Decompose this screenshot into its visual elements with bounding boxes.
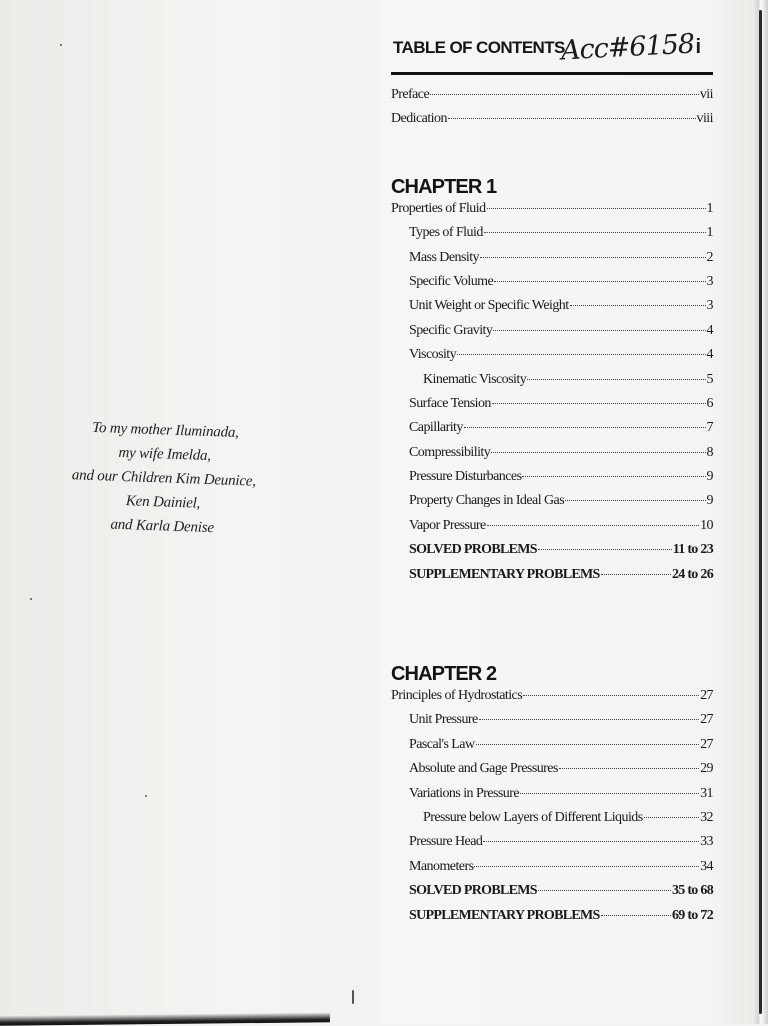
leader-dots xyxy=(565,500,705,501)
table-of-contents xyxy=(391,28,713,932)
leader-dots xyxy=(494,281,705,282)
toc-entry xyxy=(391,372,713,396)
leader-dots xyxy=(601,915,671,916)
toc-entry xyxy=(391,201,713,225)
entry-label: SUPPLEMENTARY PROBLEMS xyxy=(409,566,600,582)
entry-page: 34 xyxy=(700,858,713,874)
dedication xyxy=(62,415,266,542)
toc-entry xyxy=(391,567,713,591)
entry-label: Types of Fluid xyxy=(409,225,483,241)
toc-entry xyxy=(391,469,713,493)
toc-entry xyxy=(391,225,713,249)
entry-label: Properties of Fluid xyxy=(391,200,486,216)
toc-entry xyxy=(391,883,713,907)
leader-dots xyxy=(474,866,699,867)
dedication-line: To my mother Iluminada, xyxy=(92,419,240,442)
chapter-1-entries xyxy=(391,201,713,591)
entry-page: 27 xyxy=(700,688,713,704)
toc-entry xyxy=(391,347,713,371)
leader-dots xyxy=(430,94,699,95)
entry-label: Specific Volume xyxy=(409,273,494,289)
page-number: i xyxy=(695,36,701,58)
entry-label: Unit Pressure xyxy=(409,712,478,728)
entry-label: Pressure below Layers of Different Liquids xyxy=(423,809,643,825)
leader-dots xyxy=(644,817,699,818)
entry-page: 4 xyxy=(706,322,713,338)
leader-dots xyxy=(464,427,706,428)
entry-page: 8 xyxy=(706,444,713,460)
leader-dots xyxy=(570,305,706,306)
toc-entry xyxy=(391,737,713,761)
entry-label: Pressure Disturbances xyxy=(409,469,522,485)
entry-page: 27 xyxy=(700,712,713,728)
entry-page: 6 xyxy=(706,395,713,411)
entry-label: Preface xyxy=(391,87,430,102)
leader-dots xyxy=(538,890,671,891)
entry-page: 11 to 23 xyxy=(672,542,713,558)
entry-label: Compressibility xyxy=(409,444,491,460)
entry-label: Dedication xyxy=(391,111,447,127)
leader-dots xyxy=(476,744,700,745)
toc-entry xyxy=(391,834,713,858)
entry-label: Pressure Head xyxy=(409,834,483,850)
entry-page: 27 xyxy=(700,736,713,752)
chapter-2-entries xyxy=(391,688,713,932)
toc-entry-dedication xyxy=(391,111,713,135)
leader-dots xyxy=(487,208,706,209)
toc-entry xyxy=(391,688,713,712)
entry-label: Pascal's Law xyxy=(409,736,475,752)
entry-page: 1 xyxy=(706,225,713,241)
leader-dots xyxy=(538,549,672,550)
leader-dots xyxy=(522,476,705,477)
leader-dots xyxy=(448,118,696,119)
leader-dots xyxy=(601,574,671,575)
entry-page: 4 xyxy=(706,347,713,363)
toc-entry xyxy=(391,445,713,469)
leader-dots xyxy=(523,695,699,696)
paper-speck xyxy=(30,598,32,600)
toc-entry xyxy=(391,786,713,810)
entry-page: 35 to 68 xyxy=(671,883,713,899)
toc-entry xyxy=(391,274,713,298)
entry-label: Specific Gravity xyxy=(409,322,493,338)
leader-dots xyxy=(480,257,706,258)
entry-label: Kinematic Viscosity xyxy=(423,371,527,387)
dedication-line: and Karla Denise xyxy=(110,516,215,537)
toc-entry-preface xyxy=(391,87,713,111)
entry-label: Surface Tension xyxy=(409,395,491,411)
entry-page: 5 xyxy=(706,371,713,387)
leader-dots xyxy=(487,525,699,526)
entry-page: 7 xyxy=(706,420,713,436)
dedication-line: and our Children Kim Deunice, xyxy=(71,467,257,490)
toc-header xyxy=(391,28,713,75)
entry-label: SUPPLEMENTARY PROBLEMS xyxy=(409,907,600,923)
leader-dots xyxy=(483,841,699,842)
toc-entry xyxy=(391,810,713,834)
dedication-line: my wife Imelda, xyxy=(118,444,212,465)
leader-dots xyxy=(559,768,699,769)
dedication-line: Ken Dainiel, xyxy=(125,493,201,512)
toc-entry xyxy=(391,859,713,883)
entry-page: viii xyxy=(696,111,713,127)
chapter-1-title: CHAPTER 1 xyxy=(391,175,497,198)
entry-page: 3 xyxy=(706,298,713,314)
toc-entry xyxy=(391,250,713,274)
entry-page: 10 xyxy=(700,517,713,533)
entry-label: Viscosity xyxy=(409,347,457,363)
entry-label: Absolute and Gage Pressures xyxy=(409,761,558,777)
entry-label: SOLVED PROBLEMS xyxy=(409,883,537,899)
toc-entry xyxy=(391,761,713,785)
entry-page: 3 xyxy=(706,273,713,289)
toc-title: TABLE OF CONTENTS xyxy=(393,38,565,57)
toc-entry xyxy=(391,396,713,420)
front-matter xyxy=(391,87,713,136)
entry-label: Mass Density xyxy=(409,249,480,265)
toc-entry xyxy=(391,518,713,542)
entry-page: 24 to 26 xyxy=(671,566,713,582)
entry-page: 29 xyxy=(700,761,713,777)
entry-label: Principles of Hydrostatics xyxy=(391,688,523,704)
entry-label: Capillarity xyxy=(409,420,463,436)
handwritten-note: Acc#6158 xyxy=(560,28,695,67)
leader-dots xyxy=(520,793,699,794)
entry-page: 9 xyxy=(706,469,713,485)
page-curl xyxy=(759,10,762,1014)
toc-entry xyxy=(391,298,713,322)
entry-label: Unit Weight or Specific Weight xyxy=(409,298,569,314)
entry-label: SOLVED PROBLEMS xyxy=(409,542,537,558)
leader-dots xyxy=(492,403,706,404)
entry-page: 2 xyxy=(706,249,713,265)
entry-page: 33 xyxy=(700,834,713,850)
toc-entry xyxy=(391,493,713,517)
paper-speck xyxy=(145,795,147,797)
paper-mark xyxy=(352,990,354,1004)
leader-dots xyxy=(484,232,706,233)
entry-page: 69 to 72 xyxy=(671,907,713,923)
leader-dots xyxy=(493,330,705,331)
entry-label: Variations in Pressure xyxy=(409,785,519,801)
entry-label: Vapor Pressure xyxy=(409,517,486,533)
entry-page: 9 xyxy=(706,493,713,509)
entry-page: 32 xyxy=(700,809,713,825)
toc-entry xyxy=(391,542,713,566)
left-page xyxy=(0,0,380,1024)
toc-entry xyxy=(391,420,713,444)
entry-label: Manometers xyxy=(409,858,474,874)
toc-entry xyxy=(391,323,713,347)
entry-page: 31 xyxy=(700,785,713,801)
paper-speck xyxy=(60,44,62,46)
leader-dots xyxy=(527,379,705,380)
entry-page: 1 xyxy=(706,200,713,216)
leader-dots xyxy=(491,452,705,453)
leader-dots xyxy=(457,354,705,355)
entry-page: vii xyxy=(699,87,713,102)
entry-label: Property Changes in Ideal Gas xyxy=(409,493,565,509)
leader-dots xyxy=(479,719,699,720)
toc-entry xyxy=(391,908,713,932)
chapter-2-title: CHAPTER 2 xyxy=(391,663,497,686)
toc-entry xyxy=(391,712,713,736)
